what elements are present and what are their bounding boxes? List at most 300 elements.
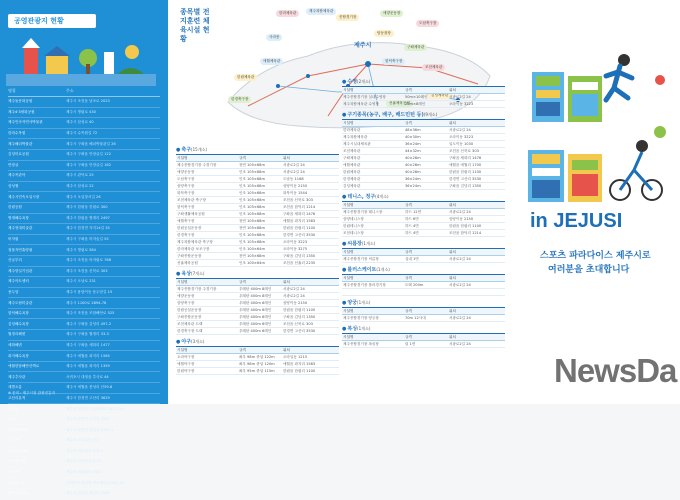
table-row: [176, 204, 339, 211]
tourist-row: [8, 214, 160, 225]
landmark-illustration: [6, 34, 156, 86]
table-cell: 오라이동 3275: [282, 246, 339, 253]
tourist-row: [8, 182, 160, 193]
tourist-row: [8, 447, 160, 458]
bullet-icon: ●: [342, 112, 347, 118]
tourist-address: 제주시 한경면 저지14길 35: [66, 226, 110, 231]
table-header-cell: 위치: [282, 347, 339, 354]
table-header-cell: 시설명: [342, 87, 404, 94]
tourist-name: 제주공룡랜드: [8, 491, 29, 496]
table-row: [176, 368, 339, 375]
table-cell: 실내 1면: [404, 256, 448, 263]
section-count: (1개소): [357, 326, 371, 331]
tourist-row: [8, 351, 160, 362]
tourist-row: [8, 235, 160, 246]
table-cell: 인조 105×68m: [238, 211, 282, 218]
table-cell: 하드 4면: [404, 223, 448, 230]
table-header-cell: 시설명: [342, 120, 404, 127]
table-cell: 삼양테니스장: [342, 216, 404, 223]
bullet-icon: ●: [342, 241, 347, 247]
map-facility-label: 사라봉: [266, 34, 282, 41]
tourist-row: [8, 139, 160, 150]
tourist-name: 이호테우해변: [8, 448, 29, 453]
table-cell: 한림체육관: [342, 169, 404, 176]
col-addr-header: 주소: [66, 88, 74, 93]
tourist-row: [8, 171, 160, 182]
tourist-address: 제주시 오일장서길 26: [66, 194, 101, 199]
table-row: [342, 148, 505, 155]
table-row: [176, 246, 339, 253]
tourist-address: 제주시 조천읍 비자림로 768: [66, 258, 112, 263]
table-row: [342, 94, 505, 101]
section-count: (4개소): [375, 194, 389, 199]
table-cell: 선흘체육공원: [176, 260, 238, 267]
table-header-cell: 위치: [448, 120, 505, 127]
table-cell: 제주종합경기장 실내수영장: [342, 94, 404, 101]
facility-table: [342, 274, 505, 296]
table-cell: 서광로2길 24: [448, 256, 505, 263]
table-cell: 한경면 고산리 3530: [282, 328, 339, 335]
table-row: [342, 134, 505, 141]
tourist-address: 제주시 이호일동 375-3: [66, 448, 104, 453]
tourist-name: 새별오름: [8, 385, 22, 390]
table-row: [176, 176, 339, 183]
map-facility-label: 한림체육관: [234, 74, 257, 81]
table-cell: 링 1면: [404, 341, 448, 348]
tourist-name: 김녕해수욕장: [8, 321, 29, 326]
tourist-row: [8, 457, 160, 468]
facility-section-skate: [342, 266, 505, 296]
tourist-address: 제주시 오남로 231: [66, 279, 96, 284]
tourist-name: 월정리해변: [8, 332, 26, 337]
tourist-row: [8, 224, 160, 235]
bullet-icon: ●: [342, 194, 347, 200]
table-cell: 한림읍 한림리 1100: [448, 169, 505, 176]
tourist-row: [8, 489, 160, 500]
table-row: [176, 218, 339, 225]
table-row: [176, 169, 339, 176]
table-cell: 우레탄 400m 6레인: [238, 328, 282, 335]
table-cell: 제주종합경기장 롤러경기장: [342, 282, 404, 289]
table-cell: 애월체육관: [342, 162, 404, 169]
tourist-name: 함덕해수욕장: [8, 311, 29, 316]
tourist-address: 제주시 삼성로 22: [66, 184, 94, 189]
facility-table: [342, 201, 505, 237]
hill-icon: [118, 68, 144, 74]
table-cell: 애월읍 애월리 1700: [448, 162, 505, 169]
tourist-name: 사라봉공원: [8, 459, 26, 464]
table-cell: 우레탄 400m 6레인: [238, 307, 282, 314]
table-row: [176, 211, 339, 218]
tourist-name: 별도봉: [8, 470, 19, 475]
table-row: [176, 232, 339, 239]
table-cell: 36×24m: [404, 176, 448, 183]
table-cell: 구좌생활체육공원: [176, 211, 238, 218]
table-header-cell: 규격: [238, 347, 282, 354]
table-cell: 삼양이동 2150: [448, 216, 505, 223]
section-title-text: 축구: [181, 147, 192, 153]
table-cell: 44×32m: [404, 148, 448, 155]
table-header-cell: 시설명: [176, 347, 238, 354]
section-title: [342, 111, 505, 118]
table-cell: 36×24m: [404, 183, 448, 190]
table-row: [176, 253, 339, 260]
map-facility-label: 애월체육관: [260, 58, 283, 65]
tourist-name: 차귀도: [8, 417, 19, 422]
table-cell: 오라이동 3223: [448, 134, 505, 141]
tourist-address: 제주시 한경면 고산리 3629: [66, 395, 110, 400]
tourist-address: 제주시 한경면 노을해안로 1013-70: [66, 406, 123, 411]
table-cell: 하드 6면: [404, 216, 448, 223]
table-cell: 오라이동 3223: [448, 101, 505, 108]
tourist-name: 산굼부리: [8, 258, 22, 263]
bullet-icon: ●: [342, 267, 347, 273]
facility-section-archery: [342, 240, 505, 263]
tourist-row: [8, 267, 160, 278]
table-cell: 구좌읍 세화리 1476: [448, 155, 505, 162]
table-row: [176, 183, 339, 190]
table-row: [176, 328, 339, 335]
table-cell: 서광로2길 24: [448, 94, 505, 101]
cover-subtitle-1: 스포츠 파라다이스 제주시로: [540, 251, 651, 261]
table-cell: 70m 12사대: [404, 315, 448, 322]
table-cell: 일도이동 1030: [448, 141, 505, 148]
table-cell: [448, 289, 505, 296]
tourist-row: [8, 298, 160, 309]
tourist-name: 수월봉: [8, 406, 19, 411]
tourist-name: 세화해변: [8, 342, 22, 347]
table-cell: 인조 100×64m: [238, 260, 282, 267]
table-cell: 서광로2길 24: [448, 209, 505, 216]
tourist-name: 제주4·3평화공원: [8, 109, 35, 114]
tourist-row: [8, 192, 160, 203]
map-facility-label: 구좌체육관: [404, 44, 427, 51]
section-count: (1개소): [357, 300, 371, 305]
tourist-name: 용두암: [8, 289, 19, 294]
bullet-icon: ●: [176, 271, 181, 277]
table-cell: 구좌종합운동장: [176, 314, 238, 321]
tourist-address: 제주시 명림로 430: [66, 109, 96, 114]
tourist-name: 애월한담해안산책로: [8, 364, 40, 369]
table-cell: 우레탄 400m 8레인: [238, 293, 282, 300]
tourist-name: 비자림: [8, 237, 19, 242]
tourist-name: 제주민속촌: [8, 480, 26, 485]
table-cell: 제주종합경기장 주경기장: [176, 162, 238, 169]
tourist-address: 제주시 한경면 신창리 1322-1: [66, 427, 114, 432]
map-facility-label: 탑동광장: [374, 30, 394, 37]
tourist-address: 제주시 조천읍 신북로 303: [66, 268, 108, 273]
table-cell: 한림테니스장: [342, 223, 404, 230]
table-cell: 한경축구장: [176, 232, 238, 239]
table-row: [342, 223, 505, 230]
table-cell: 제주복합체육관 수영장: [342, 101, 404, 108]
tourist-address: 제주시 구좌읍 김녕리 497-2: [66, 321, 112, 326]
table-row: [176, 225, 339, 232]
house-icon: [46, 56, 68, 74]
table-cell: 화북축구장: [176, 190, 238, 197]
tourist-address: 제주시 화북일동 4472: [66, 470, 102, 475]
table-cell: 서광로2길 24: [282, 169, 339, 176]
table-cell: 제주종합경기장 테니스장: [342, 209, 404, 216]
table-cell: 오라야구장: [176, 354, 238, 361]
section-count: (7개소): [191, 271, 205, 276]
map-city-label: 제주시: [354, 42, 372, 49]
table-cell: 구좌읍 세화리 1476: [282, 211, 339, 218]
tourist-panel: [0, 0, 168, 496]
tourist-address: 제주시 한림읍 협재리 2497: [66, 215, 110, 220]
section-title-text: 야구: [181, 339, 192, 345]
table-cell: 우레탄 400m 8레인: [238, 286, 282, 293]
table-header-cell: 규격: [404, 249, 448, 256]
section-title-text: 씨름장: [347, 241, 362, 247]
table-cell: 오라이동 3223: [282, 239, 339, 246]
table-row: [342, 127, 505, 134]
table-cell: 제주종합경기장 씨름장: [342, 256, 404, 263]
facility-section-gymnastics: [342, 299, 505, 322]
bullet-icon: ●: [342, 300, 347, 306]
table-cell: 오라일동 1215: [282, 354, 339, 361]
tourist-row: [8, 415, 160, 426]
table-cell: 제주복합체육관: [342, 134, 404, 141]
tourist-name: 신창풍차해안: [8, 427, 29, 432]
facility-column-left: [176, 146, 339, 378]
lighthouse-icon: [24, 48, 38, 74]
table-cell: 50m×10레인: [404, 94, 448, 101]
table-cell: 36×24m: [404, 141, 448, 148]
section-title-text: 복싱: [347, 326, 358, 332]
table-cell: 조천읍 함덕리 1214: [282, 204, 339, 211]
table-header-cell: 위치: [448, 202, 505, 209]
table-cell: 인조 105×68m: [238, 204, 282, 211]
section-title-text: 구기종목(농구, 배구, 배드민턴 등): [347, 112, 424, 118]
table-header-cell: 규격: [238, 155, 282, 162]
table-cell: 인조 105×68m: [238, 176, 282, 183]
table-header-cell: 시설명: [342, 308, 404, 315]
table-cell: [404, 289, 448, 296]
table-cell: 화북이동 1544: [282, 190, 339, 197]
table-row: [176, 190, 339, 197]
tourist-row: [8, 372, 160, 383]
table-cell: 좌우 95m 중앙 115m: [238, 368, 282, 375]
facility-section-boxing: [342, 325, 505, 348]
table-cell: 한림공설운동장: [176, 307, 238, 314]
table-row: [176, 239, 339, 246]
tourist-row: [8, 309, 160, 320]
tourist-address: 제주시 수목원길 72: [66, 131, 98, 136]
table-header-cell: 시설명: [342, 275, 404, 282]
cover-subtitle-2: 여러분을 초대합니다: [548, 265, 630, 275]
tourist-name: 제주아트센터: [8, 279, 29, 284]
facility-section-soccer: [176, 146, 339, 267]
section-title: [342, 78, 505, 85]
table-cell: 천연 105×68m: [238, 225, 282, 232]
col-name-header: 명칭: [8, 88, 16, 93]
tourist-row: [8, 362, 160, 373]
table-cell: 서광로2길 24: [448, 315, 505, 322]
table-cell: 인조 105×68m: [238, 169, 282, 176]
tourist-row: [8, 319, 160, 330]
section-title: [342, 299, 505, 306]
table-header-cell: 위치: [448, 87, 505, 94]
section-title-text: 롤러스케이트: [347, 267, 377, 273]
table-header-cell: 규격: [404, 120, 448, 127]
section-count: (1개소): [376, 267, 390, 272]
table-cell: 40×28m: [404, 155, 448, 162]
table-cell: 서광로2길 24: [282, 162, 339, 169]
table-cell: 40×28m: [404, 169, 448, 176]
tourist-address: 제주시 사라봉동길 74: [66, 459, 101, 464]
table-cell: 조천체육관 트랙: [176, 321, 238, 328]
table-row: [342, 176, 505, 183]
table-cell: 도남동 1168: [282, 176, 339, 183]
table-row: [176, 314, 339, 321]
facility-section-athletics: [176, 270, 339, 335]
table-cell: 애향운동장: [176, 293, 238, 300]
tourist-row: [8, 150, 160, 161]
table-cell: 삼양축구장: [176, 300, 238, 307]
table-row: [342, 289, 505, 296]
table-cell: 조천테니스장: [342, 230, 404, 237]
table-cell: 제주시실내체육관: [342, 141, 404, 148]
section-count: (2개소): [357, 79, 371, 84]
facility-panel: [168, 0, 510, 404]
tourist-name: 만장굴: [8, 162, 19, 167]
table-cell: 조천읍 신북로 303: [282, 197, 339, 204]
tourist-list: [8, 97, 160, 500]
tourist-address: 서귀포시 대정읍 추사로 44: [66, 374, 109, 379]
table-header-cell: 시설명: [342, 334, 404, 341]
table-header-cell: 시설명: [342, 202, 404, 209]
section-count: (9개소): [423, 112, 438, 117]
tourist-row: [8, 330, 160, 341]
tourist-name: 삼성혈: [8, 184, 19, 189]
section-title: [176, 146, 339, 153]
table-row: [176, 300, 339, 307]
facility-table: [342, 248, 505, 263]
section-title-text: 양궁: [347, 300, 358, 306]
table-cell: 한림공설운동장: [176, 225, 238, 232]
tourist-address: 제주시 한림읍 광산로 1065: [66, 491, 110, 496]
table-cell: 인조 100×64m: [238, 246, 282, 253]
table-row: [342, 162, 505, 169]
tourist-address: 제주시 애월읍 봉성리 산59-8: [66, 385, 113, 390]
tourist-row: [8, 404, 160, 415]
table-cell: 서광로2길 24: [282, 293, 339, 300]
table-cell: 구좌읍 김녕리 1350: [282, 314, 339, 321]
facility-table: [342, 333, 505, 348]
tourist-row: [8, 245, 160, 256]
table-cell: 한경체육관: [342, 176, 404, 183]
table-cell: 삼양축구장: [176, 183, 238, 190]
tourist-row: [8, 468, 160, 479]
table-cell: 조천읍 신북로 303: [282, 321, 339, 328]
tourist-name: 제주시민속오일시장: [8, 194, 40, 199]
table-cell: 인조 105×68m: [238, 232, 282, 239]
table-cell: 애향운동장: [176, 169, 238, 176]
section-title-text: 수영: [347, 79, 358, 85]
table-row: [176, 361, 339, 368]
table-cell: 한림야구장: [176, 368, 238, 375]
table-row: [342, 282, 505, 289]
table-row: [176, 162, 339, 169]
tourist-row: [8, 97, 160, 108]
table-cell: 구좌체육관: [342, 155, 404, 162]
section-count: (1개소): [361, 241, 376, 246]
table-row: [176, 354, 339, 361]
table-cell: 트랙 200m: [404, 282, 448, 289]
cover-panel: [510, 0, 680, 404]
tourist-address: 제주시 조천읍 조함해안로 525: [66, 311, 115, 316]
tourist-title: 공영관광지 현황: [8, 14, 96, 28]
tourist-name: 제주돌문화공원: [8, 99, 33, 104]
table-cell: 한림읍 한림리 1100: [282, 368, 339, 375]
map-facility-label: 김녕체육관: [428, 92, 451, 99]
table-row: [176, 286, 339, 293]
table-header-cell: 규격: [404, 87, 448, 94]
table-cell: 40×30m: [404, 134, 448, 141]
tourist-name: 도두봉: [8, 438, 19, 443]
table-cell: 우레탄 400m 8레인: [238, 314, 282, 321]
tourist-address: 제주시 한경면 고산리 산28: [66, 417, 109, 422]
table-cell: 한림읍 한림리 1100: [448, 223, 505, 230]
tourist-row: [8, 118, 160, 129]
tourist-row: [8, 341, 160, 352]
table-header-cell: 규격: [404, 334, 448, 341]
tourist-row: [8, 108, 160, 119]
table-cell: 서광로2길 24: [282, 286, 339, 293]
table-cell: 조천읍 선흘리 2235: [282, 260, 339, 267]
tourist-name: 한림공원: [8, 205, 22, 210]
cover-in-jejusi: in JEJUSI: [530, 210, 623, 232]
section-title: [342, 193, 505, 200]
table-cell: 좌우 98m 중앙 120m: [238, 361, 282, 368]
table-row: [176, 293, 339, 300]
table-cell: 구좌읍 김녕리 1350: [282, 253, 339, 260]
table-cell: 조천읍 신북로 303: [448, 148, 505, 155]
tourist-row: [8, 425, 160, 436]
facility-section-baseball: [176, 338, 339, 375]
table-cell: 제주종합경기장 양궁장: [342, 315, 404, 322]
map-facility-label: 선흘체육공원: [386, 100, 413, 107]
table-cell: 애월읍 곽지리 1583: [282, 218, 339, 225]
tourist-address: 제주시 1100로 2894-78: [66, 300, 107, 305]
tourist-name: 고산리유적: [8, 395, 26, 400]
table-row: [342, 315, 505, 322]
table-cell: 천연 105×68m: [238, 162, 282, 169]
map-facility-label: 애향운동장: [380, 10, 403, 17]
facility-table: [342, 119, 505, 190]
map-facility-label: 제주복합체육관: [306, 8, 336, 15]
map-facility-label: 한경축구장: [228, 96, 251, 103]
table-header-cell: 시설명: [342, 249, 404, 256]
tourist-address: 서귀포시 표선면 민속해안로 631-34: [66, 480, 124, 485]
table-cell: 서광로2길 24: [448, 282, 505, 289]
tourist-name: 제주추사관: [8, 374, 26, 379]
table-cell: 하드 12면: [404, 209, 448, 216]
table-cell: 제주종합경기장 주경기장: [176, 286, 238, 293]
table-cell: 조천체육관 축구장: [176, 197, 238, 204]
map-facility-label: 종합경기장: [336, 14, 359, 21]
table-cell: 김녕체육관: [342, 183, 404, 190]
watermark-logo: NewsDa: [554, 352, 677, 389]
table-header-cell: 위치: [282, 279, 339, 286]
facility-section-ballgames: [342, 111, 505, 190]
table-cell: 인조 105×68m: [238, 197, 282, 204]
table-cell: 한경면 고산리 3530: [282, 232, 339, 239]
table-cell: 인조 105×68m: [238, 239, 282, 246]
table-cell: 구좌종합운동장: [176, 253, 238, 260]
tourist-name: 협재해수욕장: [8, 215, 29, 220]
